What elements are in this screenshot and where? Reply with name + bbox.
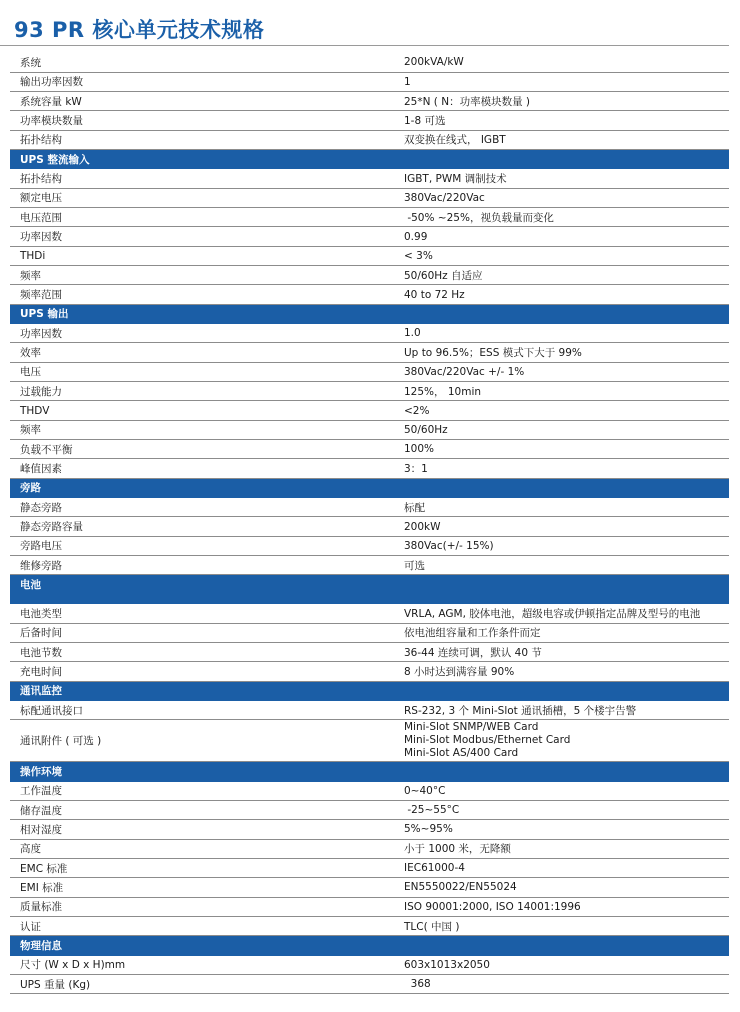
spec-row <box>10 623 729 642</box>
spec-label: 额定电压 <box>10 188 398 207</box>
spec-row <box>10 459 729 478</box>
spec-row <box>10 858 729 877</box>
spec-label: UPS 重量 (Kg) <box>10 974 398 993</box>
spec-row <box>10 800 729 819</box>
spec-row <box>10 878 729 897</box>
spec-value: 200kW <box>398 517 729 536</box>
spec-label: THDV <box>10 401 398 420</box>
spec-label: THDi <box>10 246 398 265</box>
spec-row <box>10 169 729 188</box>
title-divider <box>0 45 729 46</box>
spec-label: EMC 标准 <box>10 858 398 877</box>
spec-row <box>10 720 729 762</box>
spec-row <box>10 401 729 420</box>
spec-label: 频率 <box>10 266 398 285</box>
spec-row <box>10 662 729 681</box>
spec-row <box>10 382 729 401</box>
spec-row <box>10 246 729 265</box>
spec-label: 电压 <box>10 362 398 381</box>
spec-value: 380Vac/220Vac +/- 1% <box>398 362 729 381</box>
section-header <box>10 936 729 955</box>
spec-label: EMI 标准 <box>10 878 398 897</box>
section-header <box>10 304 729 323</box>
spec-row <box>10 781 729 800</box>
spec-row <box>10 916 729 935</box>
spec-label: 拓扑结构 <box>10 169 398 188</box>
section-header <box>10 681 729 700</box>
spec-label: 充电时间 <box>10 662 398 681</box>
spec-row <box>10 643 729 662</box>
spec-label: 静态旁路 <box>10 498 398 517</box>
spec-value: < 3% <box>398 246 729 265</box>
spec-row <box>10 130 729 149</box>
spec-row <box>10 111 729 130</box>
section-header <box>10 478 729 497</box>
spec-label: 尺寸 (W x D x H)mm <box>10 955 398 974</box>
spec-row <box>10 208 729 227</box>
spec-row <box>10 604 729 623</box>
spec-value: 603x1013x2050 <box>398 955 729 974</box>
page-title: 93 PR 核心单元技术规格 <box>14 18 265 42</box>
spec-label: 功率因数 <box>10 324 398 343</box>
spec-label: 静态旁路容量 <box>10 517 398 536</box>
spec-value: TLC( 中国 ) <box>398 916 729 935</box>
spec-value: 50/60Hz 自适应 <box>398 266 729 285</box>
spec-value-line: Mini-Slot AS/400 Card <box>404 747 519 760</box>
section-header <box>10 762 729 781</box>
spec-label: 标配通讯接口 <box>10 701 398 720</box>
spec-label: 功率因数 <box>10 227 398 246</box>
spec-value: <2% <box>398 401 729 420</box>
spec-value: 1-8 可选 <box>398 111 729 130</box>
spec-row <box>10 53 729 72</box>
spec-value: 8 小时达到满容量 90% <box>398 662 729 681</box>
spec-value: VRLA, AGM, 胶体电池，超级电容或伊顿指定品牌及型号的电池 <box>398 604 729 623</box>
spec-value: IGBT, PWM 调制技术 <box>398 169 729 188</box>
spec-row <box>10 974 729 993</box>
spec-value: 200kVA/kW <box>398 53 729 72</box>
spec-label: 旁路电压 <box>10 536 398 555</box>
spec-value: IEC61000-4 <box>398 858 729 877</box>
section-title: 操作环境 <box>10 762 729 781</box>
section-title: UPS 输出 <box>10 304 729 323</box>
spec-row <box>10 839 729 858</box>
spec-row <box>10 955 729 974</box>
section-title: 电池 <box>10 575 729 604</box>
spec-value: 0.99 <box>398 227 729 246</box>
spec-row <box>10 362 729 381</box>
spec-label: 频率范围 <box>10 285 398 304</box>
spec-row <box>10 556 729 575</box>
section-title: UPS 整流输入 <box>10 150 729 169</box>
spec-label: 电池类型 <box>10 604 398 623</box>
spec-label: 后备时间 <box>10 623 398 642</box>
spec-value: 3：1 <box>398 459 729 478</box>
spec-row <box>10 285 729 304</box>
spec-value: 50/60Hz <box>398 420 729 439</box>
spec-label: 电压范围 <box>10 208 398 227</box>
spec-value-line: Mini-Slot Modbus/Ethernet Card <box>404 734 571 747</box>
spec-value: ISO 90001:2000, ISO 14001:1996 <box>398 897 729 916</box>
spec-value: 368 <box>398 974 729 993</box>
spec-row <box>10 188 729 207</box>
spec-value: RS-232, 3 个 Mini-Slot 通讯插槽，5 个楼宇告警 <box>398 701 729 720</box>
spec-label: 负载不平衡 <box>10 440 398 459</box>
spec-value: 依电池组容量和工作条件而定 <box>398 623 729 642</box>
spec-value: 标配 <box>398 498 729 517</box>
spec-row <box>10 897 729 916</box>
spec-row <box>10 72 729 91</box>
spec-row <box>10 92 729 111</box>
spec-label: 电池节数 <box>10 643 398 662</box>
spec-label: 系统容量 kW <box>10 92 398 111</box>
section-header <box>10 150 729 169</box>
spec-label: 系统 <box>10 53 398 72</box>
spec-label: 过载能力 <box>10 382 398 401</box>
spec-value-line: Mini-Slot SNMP/WEB Card <box>404 721 539 734</box>
spec-label: 拓扑结构 <box>10 130 398 149</box>
spec-row <box>10 420 729 439</box>
spec-row <box>10 517 729 536</box>
spec-label: 储存温度 <box>10 800 398 819</box>
section-title: 通讯监控 <box>10 681 729 700</box>
spec-value: 380Vac(+/- 15%) <box>398 536 729 555</box>
spec-value: 可选 <box>398 556 729 575</box>
section-title: 旁路 <box>10 478 729 497</box>
spec-label: 频率 <box>10 420 398 439</box>
spec-value: -50% ~25%，视负载量而变化 <box>398 208 729 227</box>
spec-label: 峰值因素 <box>10 459 398 478</box>
spec-label: 工作温度 <box>10 781 398 800</box>
spec-table <box>10 53 729 994</box>
spec-value: 40 to 72 Hz <box>398 285 729 304</box>
spec-value: 0~40°C <box>398 781 729 800</box>
section-header <box>10 575 729 604</box>
spec-value: EN5550022/EN55024 <box>398 878 729 897</box>
spec-label: 高度 <box>10 839 398 858</box>
spec-value: 双变换在线式， IGBT <box>398 130 729 149</box>
spec-label: 输出功率因数 <box>10 72 398 91</box>
spec-value: 25*N ( N：功率模块数量 ) <box>398 92 729 111</box>
spec-row <box>10 820 729 839</box>
spec-label: 相对湿度 <box>10 820 398 839</box>
spec-row <box>10 536 729 555</box>
spec-row <box>10 701 729 720</box>
spec-value: 1.0 <box>398 324 729 343</box>
spec-value: Up to 96.5%；ESS 模式下大于 99% <box>398 343 729 362</box>
spec-label: 功率模块数量 <box>10 111 398 130</box>
spec-label: 认证 <box>10 916 398 935</box>
spec-value: 100% <box>398 440 729 459</box>
spec-value: 36-44 连续可调，默认 40 节 <box>398 643 729 662</box>
spec-label: 通讯附件 ( 可选 ) <box>10 720 398 762</box>
spec-row <box>10 498 729 517</box>
spec-row <box>10 227 729 246</box>
spec-row <box>10 343 729 362</box>
spec-row <box>10 440 729 459</box>
spec-label: 效率 <box>10 343 398 362</box>
spec-value <box>398 720 729 762</box>
spec-value: 5%~95% <box>398 820 729 839</box>
spec-label: 维修旁路 <box>10 556 398 575</box>
spec-label: 质量标准 <box>10 897 398 916</box>
spec-value: 小于 1000 米，无降额 <box>398 839 729 858</box>
spec-row <box>10 324 729 343</box>
spec-value: 125%， 10min <box>398 382 729 401</box>
section-title: 物理信息 <box>10 936 729 955</box>
spec-value: 380Vac/220Vac <box>398 188 729 207</box>
spec-row <box>10 266 729 285</box>
spec-value: -25~55°C <box>398 800 729 819</box>
spec-value: 1 <box>398 72 729 91</box>
